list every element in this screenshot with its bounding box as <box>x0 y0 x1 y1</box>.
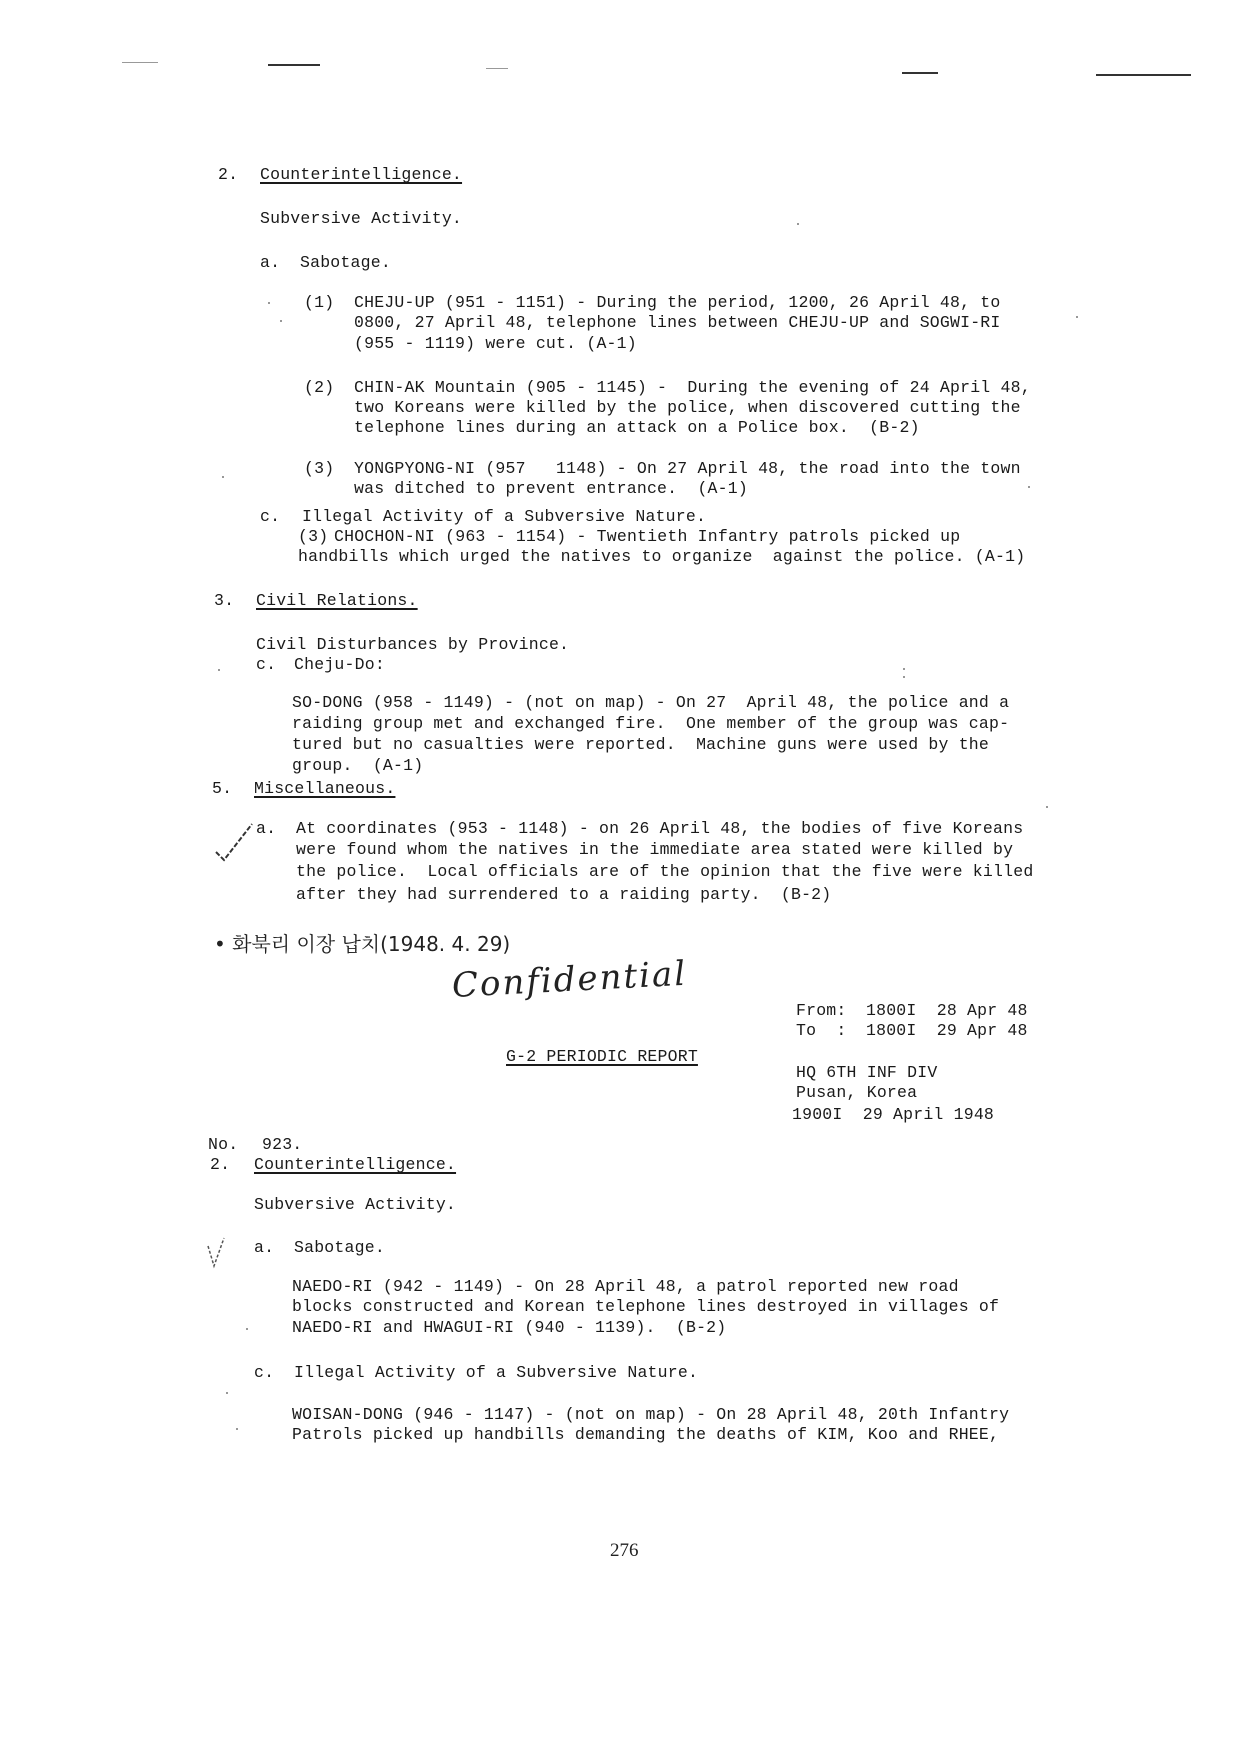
page-number: 276 <box>610 1540 639 1561</box>
report-title: G-2 PERIODIC REPORT <box>506 1047 698 1066</box>
item-number: (3) <box>298 527 329 546</box>
paragraph-line: was ditched to prevent entrance. (A-1) <box>354 479 748 498</box>
paragraph-line: raiding group met and exchanged fire. One member of the group was cap- <box>292 714 1010 733</box>
subsection-title: Cheju-Do: <box>294 655 385 674</box>
subheading: Subversive Activity. <box>260 209 463 228</box>
section-heading: Miscellaneous. <box>254 779 396 798</box>
section-heading: Civil Relations. <box>256 591 418 610</box>
from-value: 1800I 28 Apr 48 <box>866 1001 1028 1020</box>
paragraph-line: (955 - 1119) were cut. (A-1) <box>354 334 637 353</box>
paragraph-line: tured but no casualties were reported. Machine guns were used by the <box>292 735 990 754</box>
paragraph-line: group. (A-1) <box>292 756 424 775</box>
scan-speck <box>268 302 270 304</box>
scan-speck <box>236 1428 238 1430</box>
subsection-title: Illegal Activity of a Subversive Nature. <box>302 507 707 526</box>
scan-speck <box>218 669 220 671</box>
paragraph-line: SO-DONG (958 - 1149) - (not on map) - On 27 April 48, the police and a <box>292 693 1010 712</box>
subsection-title: Sabotage. <box>294 1238 385 1257</box>
paragraph-line: WOISAN-DONG (946 - 1147) - (not on map) - On 28 April 48, 20th Infantry <box>292 1405 1010 1424</box>
scan-speck <box>1076 316 1078 318</box>
checkmark-icon <box>204 1236 228 1270</box>
scan-artifact <box>486 68 508 69</box>
paragraph-line: the police. Local officials are of the opinion that the five were killed <box>296 862 1034 881</box>
item-number: (1) <box>304 293 335 312</box>
paragraph-line: CHEJU-UP (951 - 1151) - During the period, 1200, 26 April 48, to <box>354 293 1001 312</box>
scan-speck <box>1046 806 1048 808</box>
scan-speck <box>1028 486 1030 488</box>
item-label: a. <box>260 253 281 272</box>
to-value: 1800I 29 Apr 48 <box>866 1021 1028 1040</box>
section-number: 3. <box>214 591 235 610</box>
section-number: 2. <box>218 165 239 184</box>
scan-speck <box>903 668 905 670</box>
paragraph-line: NAEDO-RI and HWAGUI-RI (940 - 1139). (B-2) <box>292 1318 727 1337</box>
checkmark-icon <box>212 818 256 862</box>
hq-unit: HQ 6TH INF DIV <box>796 1063 938 1082</box>
hq-location: Pusan, Korea <box>796 1083 918 1102</box>
paragraph-line: after they had surrendered to a raiding party. (B-2) <box>296 885 832 904</box>
section-heading: Counterintelligence. <box>254 1155 457 1174</box>
paragraph-line: At coordinates (953 - 1148) - on 26 April 48, the bodies of five Koreans <box>296 819 1024 838</box>
item-label: a. <box>256 819 277 838</box>
scan-speck <box>280 320 282 322</box>
item-label: c. <box>256 655 277 674</box>
paragraph-line: were found whom the natives in the immediate area stated were killed by <box>296 840 1014 859</box>
subheading: Civil Disturbances by Province. <box>256 635 570 654</box>
scan-speck <box>226 1392 228 1394</box>
scan-artifact <box>1096 74 1191 76</box>
to-label: To : <box>796 1021 847 1040</box>
report-number-label: No. <box>208 1135 239 1154</box>
paragraph-line: NAEDO-RI (942 - 1149) - On 28 April 48, a patrol reported new road <box>292 1277 959 1296</box>
item-label: c. <box>260 507 281 526</box>
paragraph-line: handbills which urged the natives to organize against the police. (A-1) <box>298 547 1026 566</box>
paragraph-line: telephone lines during an attack on a Police box. (B-2) <box>354 418 920 437</box>
section-number: 2. <box>210 1155 231 1174</box>
subsection-title: Sabotage. <box>300 253 391 272</box>
section-number: 5. <box>212 779 233 798</box>
scan-speck <box>903 676 905 678</box>
subsection-title: Illegal Activity of a Subversive Nature. <box>294 1363 699 1382</box>
hq-datetime: 1900I 29 April 1948 <box>792 1105 995 1124</box>
scan-artifact <box>902 72 938 74</box>
scan-artifact <box>122 62 158 63</box>
handwritten-confidential-stamp: Confidential <box>450 953 689 1006</box>
scan-artifact <box>268 64 320 66</box>
scan-speck <box>222 476 224 478</box>
item-label: c. <box>254 1363 275 1382</box>
paragraph-line: Patrols picked up handbills demanding the deaths of KIM, Koo and RHEE, <box>292 1425 1000 1444</box>
paragraph-line: two Koreans were killed by the police, when discovered cutting the <box>354 398 1021 417</box>
paragraph-line: CHOCHON-NI (963 - 1154) - Twentieth Infantry patrols picked up <box>334 527 961 546</box>
korean-caption: • 화북리 이장 납치(1948. 4. 29) <box>214 932 511 956</box>
scan-speck <box>246 1328 248 1330</box>
scan-speck <box>797 223 799 225</box>
from-label: From: <box>796 1001 847 1020</box>
paragraph-line: YONGPYONG-NI (957 1148) - On 27 April 48, the road into the town <box>354 459 1021 478</box>
subheading: Subversive Activity. <box>254 1195 457 1214</box>
report-number: 923. <box>262 1135 303 1154</box>
paragraph-line: 0800, 27 April 48, telephone lines between CHEJU-UP and SOGWI-RI <box>354 313 1001 332</box>
item-label: a. <box>254 1238 275 1257</box>
item-number: (3) <box>304 459 335 478</box>
paragraph-line: CHIN-AK Mountain (905 - 1145) - During the evening of 24 April 48, <box>354 378 1031 397</box>
item-number: (2) <box>304 378 335 397</box>
paragraph-line: blocks constructed and Korean telephone lines destroyed in villages of <box>292 1297 1000 1316</box>
section-heading: Counterintelligence. <box>260 165 463 184</box>
